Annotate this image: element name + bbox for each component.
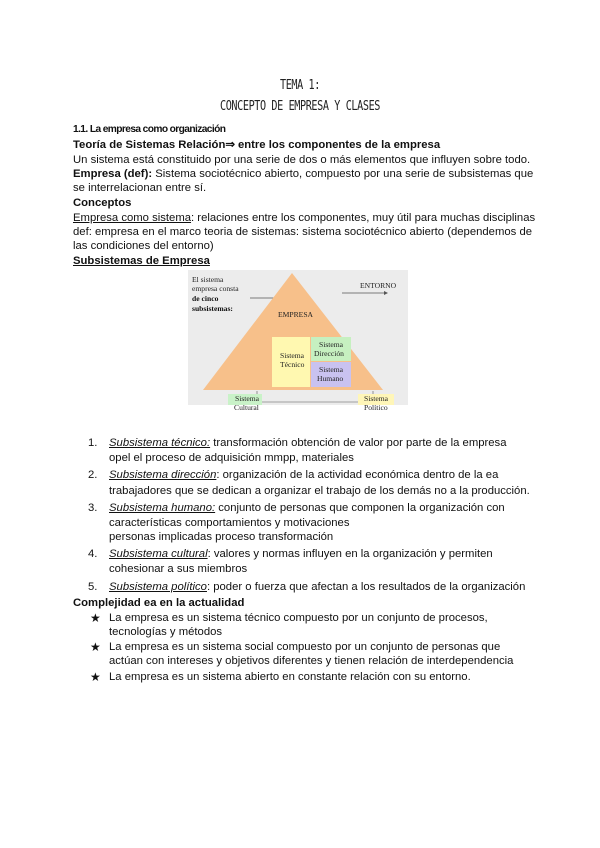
list-item <box>109 547 493 561</box>
empresa-def-text: Sistema sociotécnico abierto, compuesto por una serie de subsistemas que <box>152 168 534 180</box>
conceptos-term: Empresa como sistema <box>73 212 192 224</box>
list-item-term: Subsistema técnico: <box>109 437 211 449</box>
title-line-2: CONCEPTO DE EMPRESA Y CLASES <box>219 99 381 114</box>
diagram-empresa: EMPRESA <box>278 310 314 319</box>
list-item: La empresa es un sistema técnico compuesto por un conjunto de procesos, <box>109 612 488 624</box>
empresa-def-label: Empresa (def): <box>73 168 153 180</box>
list-item-number: 1. <box>88 437 98 449</box>
section-heading: 1.1. La empresa como organización <box>73 124 226 135</box>
direccion-label-1: Sistema <box>319 340 344 349</box>
tecnico-label-2: Técnico <box>280 360 305 369</box>
diagram-intro-2: empresa consta <box>192 284 239 293</box>
star-icon: ★ <box>90 640 101 654</box>
list-item-text: : organización de la actividad económica dentro de la ea <box>216 469 499 481</box>
list-item-continuation: personas implicadas proceso transformación <box>109 531 334 543</box>
politico-label-2: Político <box>364 403 388 412</box>
conceptos-text: : relaciones entre los componentes, muy útil para muchas disciplinas <box>191 212 536 224</box>
star-icon: ★ <box>90 611 101 625</box>
subsistemas-heading: Subsistemas de Empresa <box>73 255 210 267</box>
humano-label-2: Humano <box>317 374 344 383</box>
tecnico-label-1: Sistema <box>280 351 305 360</box>
list-item-number: 4. <box>88 548 98 560</box>
conceptos-heading: Conceptos <box>73 197 132 209</box>
empresa-definition-line-2: se interrelacionan entre sí. <box>73 182 207 194</box>
diagram-intro-4: subsistemas: <box>192 304 233 313</box>
arrow-right-head-icon <box>384 291 388 295</box>
subsystems-diagram <box>188 270 408 412</box>
cultural-label-2: Cultural <box>234 403 259 412</box>
empresa-definition-line-1 <box>73 167 533 181</box>
list-item-term: Subsistema político <box>109 581 207 593</box>
list-item <box>109 468 498 482</box>
politico-label-1: Sistema <box>364 394 389 403</box>
arrow-icon: ⇒ <box>225 139 235 151</box>
list-item-term: Subsistema dirección <box>109 469 217 481</box>
list-item-number: 2. <box>88 469 98 481</box>
list-item-text: : valores y normas influyen en la organización y permiten <box>207 548 493 560</box>
sistema-definition: Un sistema está constituido por una serie de dos o más elementos que influyen sobre todo. <box>73 154 531 166</box>
title-line-1: TEMA 1: <box>279 78 320 93</box>
list-item-term: Subsistema cultural <box>109 548 208 560</box>
list-item-text: conjunto de personas que componen la organización con <box>215 502 505 514</box>
list-item: La empresa es un sistema abierto en constante relación con su entorno. <box>109 671 471 683</box>
teoria-rest: entre los componentes de la empresa <box>234 139 441 151</box>
list-item-continuation: actúan con intereses y objetivos diferentes y tienen relación de interdependencia <box>109 655 514 667</box>
teoria-line <box>73 138 440 152</box>
teoria-label: Teoría de Sistemas Relación <box>73 139 226 151</box>
list-item-continuation: tecnologías y métodos <box>109 626 223 638</box>
list-item <box>109 436 507 450</box>
list-item <box>109 580 525 594</box>
list-item-continuation: trabajadores que se dedican a organizar el trabajo de los demás no a la producción. <box>109 485 530 497</box>
humano-label-1: Sistema <box>319 365 344 374</box>
diagram-intro-1: El sistema <box>192 275 224 284</box>
list-item: La empresa es un sistema social compuesto por un conjunto de personas que <box>109 641 501 653</box>
diagram-entorno: ENTORNO <box>360 281 397 290</box>
list-item-text: transformación obtención de valor por parte de la empresa <box>210 437 507 449</box>
list-item-continuation: cohesionar a sus miembros <box>109 563 248 575</box>
conceptos-line-3: las condiciones del entorno) <box>73 240 214 252</box>
direccion-label-2: Dirección <box>314 349 344 358</box>
cultural-label-1: Sistema <box>235 394 260 403</box>
list-item-text: : poder o fuerza que afectan a los resultados de la organización <box>206 581 526 593</box>
list-item-term: Subsistema humano: <box>109 502 216 514</box>
conceptos-line-1 <box>73 211 535 225</box>
star-icon: ★ <box>90 670 101 684</box>
list-item-number: 3. <box>88 502 98 514</box>
list-item-continuation: opel el proceso de adquisición mmpp, materiales <box>109 452 354 464</box>
list-item <box>109 501 505 515</box>
complejidad-heading: Complejidad ea en la actualidad <box>73 597 245 609</box>
list-item-number: 5. <box>88 581 98 593</box>
diagram-intro-3: de cinco <box>192 294 219 303</box>
conceptos-line-2: def: empresa en el marco teoria de sistemas: sistema sociotécnico abierto (dependemos de <box>73 226 533 238</box>
list-item-continuation: características comportamientos y motivaciones <box>109 517 350 529</box>
